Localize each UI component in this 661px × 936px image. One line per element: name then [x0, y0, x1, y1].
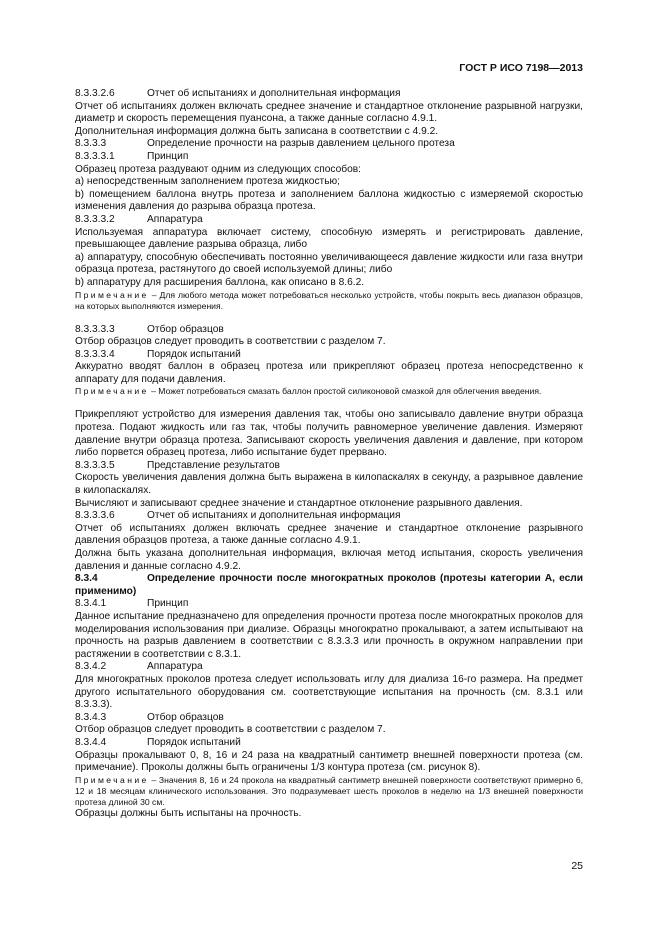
- section-title: Отбор образцов: [147, 323, 224, 335]
- section-title: Принцип: [147, 598, 189, 610]
- paragraph: Должна быть указана дополнительная информация, включая метод испытания, скорость увеличения давления и данные согласно 4.9.2.: [75, 548, 583, 572]
- spacer: [75, 397, 583, 409]
- paragraph: Прикрепляют устройство для измерения давления так, чтобы оно записывало давление внутри образца протеза. Подают жидкость или газ так, чтобы получить равномерное увеличение давления. Измеряют давление внутри образца протеза. Записывают скорость увеличения давления и давление, при котором либо порвется образец протеза, либо испытание будет прервано.: [75, 409, 583, 459]
- paragraph: Отчет об испытаниях должен включать среднее значение и стандартное отклонение разрывной нагрузки, диаметр и скорость перемещения пуансона, а также данные согласно 4.9.1.: [75, 100, 583, 125]
- note-text: – Может потребоваться смазать баллон простой силиконовой смазкой для облегчения введения.: [151, 386, 542, 397]
- document-body: [75, 88, 583, 820]
- section-title: Порядок испытаний: [147, 736, 241, 748]
- paragraph: Аккуратно вводят баллон в образец протеза или прикрепляют образец протеза непосредственно к аппарату для подачи давления.: [75, 361, 583, 385]
- section-number: 8.3.3.3.4: [75, 348, 115, 360]
- section-heading: [75, 737, 583, 750]
- note: [75, 775, 583, 808]
- note-text: – Для любого метода может потребоваться несколько устройств, чтобы покрыть весь диапазон образцов, на которых выполняются измерения.: [75, 289, 584, 311]
- note-label: Примечание: [75, 386, 149, 397]
- section-title: Отчет об испытаниях и дополнительная информация: [147, 510, 401, 522]
- section-title: Отчет об испытаниях и дополнительная информация: [147, 88, 401, 99]
- paragraph: Скорость увеличения давления должна быть выражена в килопаскалях в секунду, а разрывное давление в килопаскалях.: [75, 472, 583, 497]
- section-heading: [75, 712, 583, 725]
- section-heading: [75, 573, 583, 598]
- paragraph: Образцы прокалывают 0, 8, 16 и 24 раза на квадратный сантиметр внешней поверхности протеза (см. примечание). Проколы должны быть ограничены 1/3 контура протеза (см. рисунок 8).: [75, 749, 583, 774]
- section-title: Определение прочности после многократных проколов (протезы категории A, если применимо): [75, 573, 583, 597]
- paragraph: Образец протеза раздувают одним из следующих способов:: [75, 163, 362, 175]
- section-title: Аппаратура: [147, 661, 203, 673]
- section-heading: [75, 349, 583, 362]
- paragraph: Вычисляют и записывают среднее значение и стандартное отклонение разрывного давления.: [75, 497, 523, 509]
- section-number: 8.3.3.3: [75, 138, 107, 150]
- section-heading: [75, 598, 583, 611]
- section-number: 8.3.4.1: [75, 598, 107, 610]
- section-heading: [75, 88, 583, 101]
- page-header: ГОСТ Р ИСО 7198—2013: [459, 62, 583, 74]
- section-number: 8.3.3.3.1: [75, 150, 115, 162]
- paragraph: Отбор образцов следует проводить в соответствии с разделом 7.: [75, 724, 386, 736]
- note-text: – Значения 8, 16 и 24 прокола на квадратный сантиметр внешней поверхности соответствуют примерно 6, 12 и 18 месяцам клинического использования. Это подразумевает шесть проколов в неделю на 1/3 внешней поверхности протеза длиной 30 см.: [75, 774, 583, 807]
- section-number: 8.3.4.2: [75, 661, 107, 673]
- section-number: 8.3.3.3.6: [75, 510, 115, 522]
- paragraph: Образцы должны быть испытаны на прочность.: [75, 807, 302, 819]
- spacer: [75, 312, 583, 324]
- paragraph: Дополнительная информация должна быть записана в соответствии с 4.9.2.: [75, 125, 439, 137]
- section-number: 8.3.3.3.3: [75, 323, 115, 335]
- section-number: 8.3.4: [75, 573, 98, 585]
- section-heading: [75, 324, 583, 337]
- page-number: 25: [571, 860, 583, 872]
- section-heading: [75, 460, 583, 473]
- paragraph: b) помещением баллона внутрь протеза и заполнением баллона жидкостью с измеряемой скоростью изменения давления до разрыва образца протеза.: [75, 188, 583, 213]
- paragraph: Используемая аппаратура включает систему, способную измерять и регистрировать давление, превышающее давление разрыва образца, либо: [75, 226, 583, 251]
- paragraph: Для многократных проколов протеза следует использовать иглу для диализа 16-го размера. На предмет другого испытательного оборудования см. соответствующие испытания на прочность (см. 8.3.1 или 8.3.3.3).: [75, 673, 583, 711]
- section-title: Аппаратура: [147, 213, 203, 225]
- paragraph: Отчет об испытаниях должен включать среднее значение и стандартное отклонение разрывного давления образцов протеза, а также данные согласно 4.9.1.: [75, 522, 583, 547]
- section-number: 8.3.3.3.2: [75, 213, 115, 225]
- section-heading: [75, 138, 583, 151]
- section-title: Определение прочности на разрыв давлением цельного протеза: [147, 138, 455, 150]
- section-heading: [75, 214, 583, 227]
- section-title: Порядок испытаний: [147, 348, 241, 360]
- section-heading: [75, 151, 583, 164]
- section-number: 8.3.3.3.5: [75, 459, 115, 471]
- section-title: Представление результатов: [147, 459, 280, 471]
- paragraph: a) непосредственным заполнением протеза жидкостью;: [75, 176, 340, 188]
- paragraph: Отбор образцов следует проводить в соответствии с разделом 7.: [75, 336, 386, 348]
- paragraph: Данное испытание предназначено для определения прочности протеза после многократных проколов для моделирования использования при диализе. Образцы многократно прокалывают, а затем испытывают на прочность на разрыв давлением в соответствии с 8.3.3.3 или прочность в окружном направлении при растяжении в соответствии с 8.3.1.: [75, 610, 583, 660]
- section-heading: [75, 661, 583, 674]
- note: [75, 290, 583, 312]
- note-label: Примечание: [75, 774, 149, 785]
- paragraph: a) аппаратуру, способную обеспечивать постоянно увеличивающееся давление жидкости или газа внутри образца протеза, растянутого до своей используемой длины; либо: [75, 251, 583, 276]
- section-number: 8.3.4.4: [75, 736, 107, 748]
- note-label: Примечание: [75, 289, 149, 300]
- section-number: 8.3.4.3: [75, 711, 107, 723]
- note: [75, 386, 583, 397]
- section-title: Отбор образцов: [147, 711, 224, 723]
- paragraph: b) аппаратуру для расширения баллона, как описано в 8.6.2.: [75, 276, 365, 288]
- section-heading: [75, 510, 583, 523]
- section-title: Принцип: [147, 150, 189, 162]
- section-number: 8.3.3.2.6: [75, 88, 115, 99]
